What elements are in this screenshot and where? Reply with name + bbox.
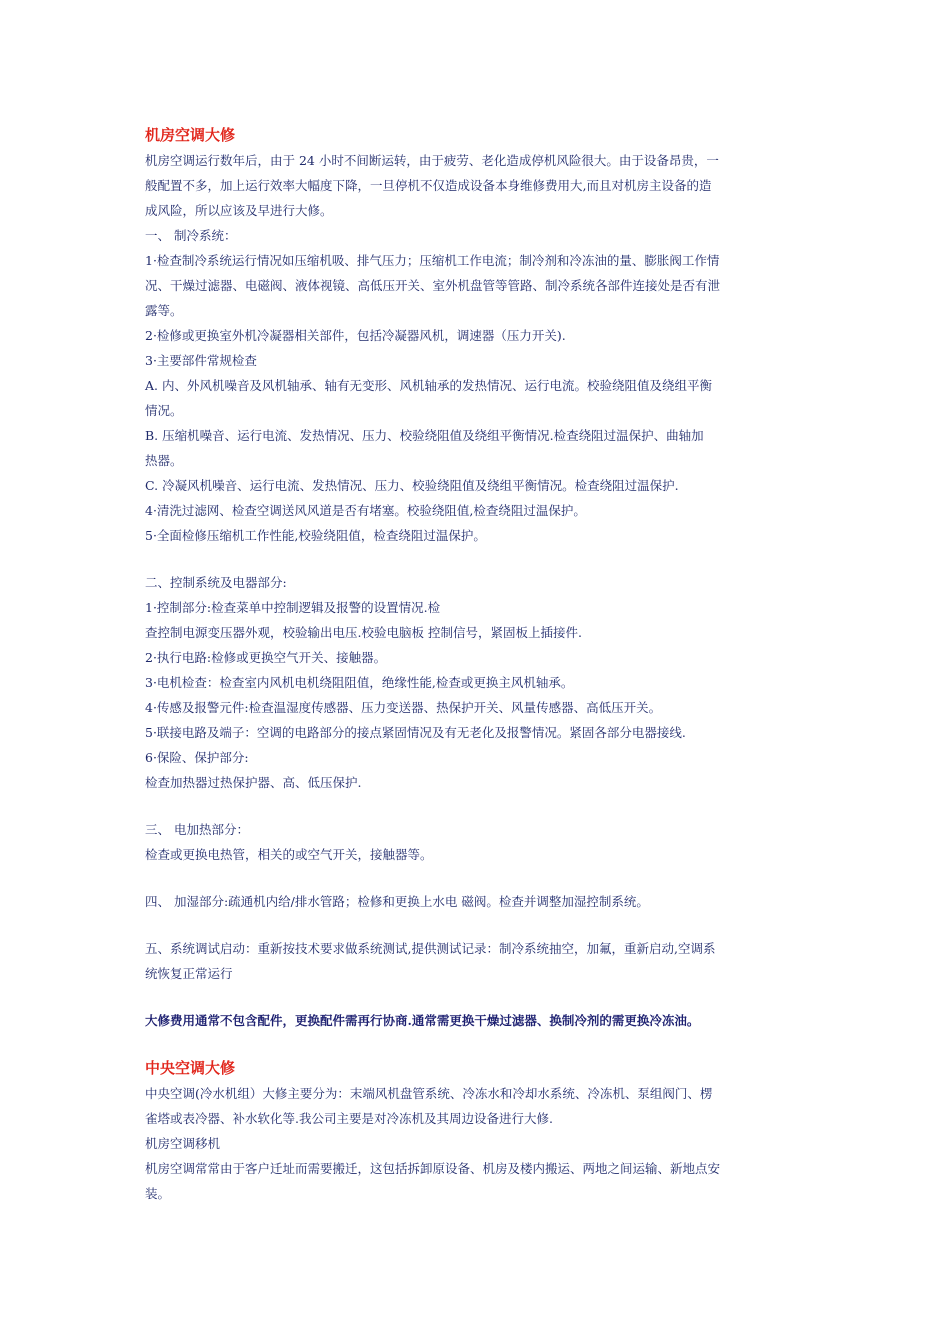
central-intro-line: 雀塔或表冷器、补水软化等.我公司主要是对冷冻机及其周边设备进行大修.	[145, 1111, 553, 1126]
control-item: 4·传感及报警元件:检查温湿度传感器、压力变送器、热保护开关、风量传感器、高低压开关。	[145, 700, 662, 715]
relocation-text: 装。	[145, 1186, 171, 1201]
refrigeration-item: 4·清洗过滤网、检查空调送风风道是否有堵塞。校验绕阻值,检查绕阻过温保护。	[145, 503, 586, 518]
refrigeration-item: 露等。	[145, 303, 183, 318]
refrigeration-item: B. 压缩机噪音、运行电流、发热情况、压力、校验绕阻值及绕组平衡情况.检查绕阻过温保护、曲轴加	[145, 428, 704, 443]
spacer	[145, 548, 810, 570]
section-title-central-ac: 中央空调大修	[145, 1059, 236, 1077]
heading-electric-heating: 三、 电加热部分：	[145, 822, 249, 837]
spacer	[145, 795, 810, 817]
spacer	[145, 1033, 810, 1055]
system-debug-text: 五、系统调试启动：重新按技术要求做系统测试,提供测试记录：制冷系统抽空，加氟，重新启动,空调系	[145, 941, 716, 956]
heading-control-system: 二、控制系统及电器部分:	[145, 575, 287, 590]
refrigeration-item: 情况。	[145, 403, 183, 418]
system-debug-text: 统恢复正常运行	[145, 966, 233, 981]
document-page	[145, 122, 810, 1206]
refrigeration-item: 1·检查制冷系统运行情况如压缩机吸、排气压力；压缩机工作电流；制冷剂和冷冻油的量、膨胀阀工作情	[145, 253, 720, 268]
control-item: 检查加热器过热保护器、高、低压保护.	[145, 775, 362, 790]
humidification-text: 四、 加湿部分:疏通机内给/排水管路；检修和更换上水电 磁阀。检查并调整加湿控制系统。	[145, 894, 649, 909]
heading-relocation: 机房空调移机	[145, 1136, 221, 1151]
intro-line: 般配置不多，加上运行效率大幅度下降，一旦停机不仅造成设备本身维修费用大,而且对机房主设备的造	[145, 178, 712, 193]
refrigeration-item: 热器。	[145, 453, 183, 468]
spacer	[145, 867, 810, 889]
control-item: 5·联接电路及端子：空调的电路部分的接点紧固情况及有无老化及报警情况。紧固各部分电器接线.	[145, 725, 686, 740]
refrigeration-item: A. 内、外风机噪音及风机轴承、轴有无变形、风机轴承的发热情况、运行电流。校验绕阻值及绕组平衡	[145, 378, 712, 393]
relocation-text: 机房空调常常由于客户迁址而需要搬迁，这包括拆卸原设备、机房及楼内搬运、两地之间运输、新地点安	[145, 1161, 721, 1176]
control-item: 3·电机检查：检查室内风机电机绕阻阻值，绝缘性能,检查或更换主风机轴承。	[145, 675, 574, 690]
control-item: 查控制电源变压器外观，校验输出电压.校验电脑板 控制信号，紧固板上插接件.	[145, 625, 582, 640]
intro-line: 机房空调运行数年后，由于 24 小时不间断运转，由于疲劳、老化造成停机风险很大。由于设备昂贵，一	[145, 153, 719, 168]
control-item: 2·执行电路:检修或更换空气开关、接触器。	[145, 650, 387, 665]
central-intro-line: 中央空调(冷水机组）大修主要分为：末端风机盘管系统、冷冻水和冷却水系统、冷冻机、泵组阀门、楞	[145, 1086, 713, 1101]
refrigeration-item: 5·全面检修压缩机工作性能,校验绕阻值，检查绕阻过温保护。	[145, 528, 486, 543]
spacer	[145, 914, 810, 936]
intro-line: 成风险，所以应该及早进行大修。	[145, 203, 333, 218]
electric-heating-text: 检查或更换电热管，相关的或空气开关，接触器等。	[145, 847, 433, 862]
refrigeration-item: 况、干燥过滤器、电磁阀、液体视镜、高低压开关、室外机盘管等管路、制冷系统各部件连接处是否有泄	[145, 278, 721, 293]
refrigeration-item: 2·检修或更换室外机冷凝器相关部件，包括冷凝器风机，调速器（压力开关).	[145, 328, 566, 343]
refrigeration-item: C. 冷凝风机噪音、运行电流、发热情况、压力、校验绕阻值及绕组平衡情况。检查绕阻过温保护.	[145, 478, 679, 493]
heading-refrigeration: 一、 制冷系统：	[145, 228, 237, 243]
refrigeration-item: 3·主要部件常规检查	[145, 353, 257, 368]
spacer	[145, 986, 810, 1008]
section-title-room-ac: 机房空调大修	[145, 126, 236, 144]
cost-note: 大修费用通常不包含配件，更换配件需再行协商.通常需更换干燥过滤器、换制冷剂的需更换冷冻油。	[145, 1013, 700, 1028]
control-item: 1·控制部分:检查菜单中控制逻辑及报警的设置情况.检	[145, 600, 441, 615]
control-item: 6·保险、保护部分:	[145, 750, 249, 765]
